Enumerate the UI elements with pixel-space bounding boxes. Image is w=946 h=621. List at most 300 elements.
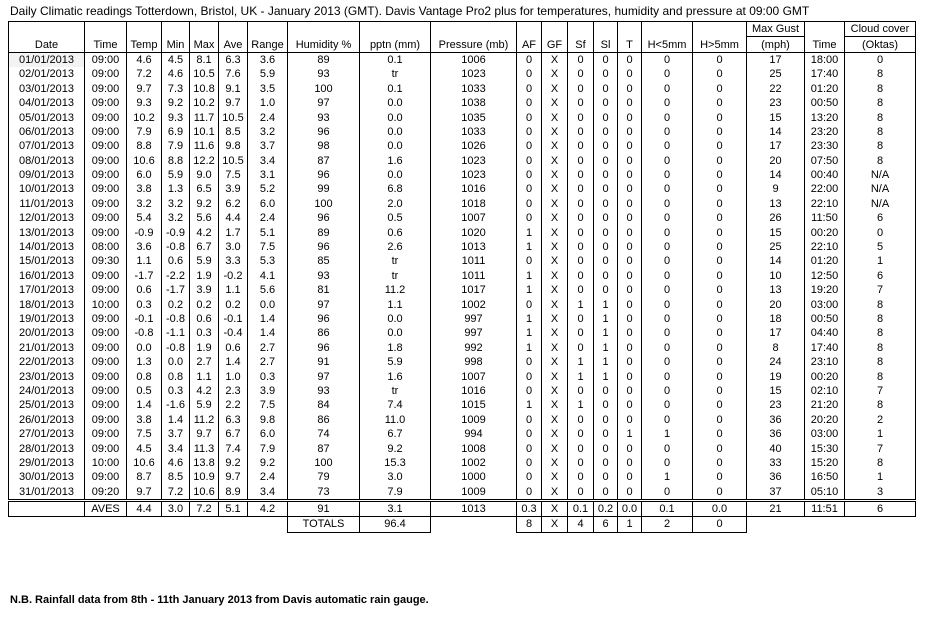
table-cell: 15/01/2013 bbox=[9, 254, 85, 268]
table-cell: 11:50 bbox=[805, 211, 845, 225]
table-cell: -2.2 bbox=[162, 269, 190, 283]
table-cell: 8 bbox=[845, 369, 916, 383]
table-cell: 8.9 bbox=[219, 485, 248, 501]
table-cell: 3.4 bbox=[248, 485, 288, 501]
table-cell: 1023 bbox=[431, 154, 517, 168]
table-cell: 0 bbox=[693, 384, 747, 398]
table-cell: 0 bbox=[642, 312, 693, 326]
table-cell: 994 bbox=[431, 427, 517, 441]
table-cell: 8 bbox=[845, 312, 916, 326]
table-cell: 36 bbox=[747, 470, 805, 484]
table-cell: 0.0 bbox=[360, 312, 431, 326]
table-cell: 18:00 bbox=[805, 52, 845, 67]
table-cell: 97 bbox=[288, 297, 360, 311]
table-cell: 5.4 bbox=[127, 211, 162, 225]
table-cell: 0.0 bbox=[248, 297, 288, 311]
table-cell: 9.2 bbox=[248, 456, 288, 470]
table-cell: 0 bbox=[642, 52, 693, 67]
table-cell: 0.5 bbox=[360, 211, 431, 225]
table-cell: 0 bbox=[693, 110, 747, 124]
table-cell: 0 bbox=[594, 485, 618, 501]
table-cell: 85 bbox=[288, 254, 360, 268]
table-row bbox=[9, 67, 916, 81]
table-cell: 01:20 bbox=[805, 254, 845, 268]
table-cell: 09:00 bbox=[85, 384, 127, 398]
table-cell: 8 bbox=[845, 82, 916, 96]
table-cell: -0.2 bbox=[219, 269, 248, 283]
table-cell: 998 bbox=[431, 355, 517, 369]
table-cell: -1.1 bbox=[162, 326, 190, 340]
table-cell: 96 bbox=[288, 240, 360, 254]
table-cell: 0 bbox=[618, 197, 642, 211]
table-cell: 8 bbox=[845, 110, 916, 124]
table-cell: 87 bbox=[288, 154, 360, 168]
table-row bbox=[9, 384, 916, 398]
table-cell: 1 bbox=[594, 341, 618, 355]
table-cell: 0.8 bbox=[162, 369, 190, 383]
table-cell: 0 bbox=[642, 197, 693, 211]
table-cell: 0 bbox=[568, 441, 594, 455]
table-cell: 30/01/2013 bbox=[9, 470, 85, 484]
table-cell: 16/01/2013 bbox=[9, 269, 85, 283]
table-cell: 1000 bbox=[431, 470, 517, 484]
table-cell: 96 bbox=[288, 211, 360, 225]
table-cell: 07/01/2013 bbox=[9, 139, 85, 153]
table-cell: 3.8 bbox=[127, 182, 162, 196]
table-cell: 1.3 bbox=[162, 182, 190, 196]
table-cell: 2.4 bbox=[248, 470, 288, 484]
table-cell: 0 bbox=[693, 125, 747, 139]
table-row bbox=[9, 139, 916, 153]
table-cell: 25 bbox=[747, 67, 805, 81]
table-cell: 7.9 bbox=[127, 125, 162, 139]
table-cell: 0 bbox=[693, 427, 747, 441]
table-cell: 01:20 bbox=[805, 82, 845, 96]
table-cell: 3.9 bbox=[248, 384, 288, 398]
table-cell: 15 bbox=[747, 110, 805, 124]
col-header-cloud-unit: (Oktas) bbox=[845, 37, 916, 52]
table-cell: 8 bbox=[845, 355, 916, 369]
table-cell: 1 bbox=[517, 312, 542, 326]
table-cell: 15 bbox=[747, 384, 805, 398]
table-cell: X bbox=[542, 283, 568, 297]
table-cell: X bbox=[542, 441, 568, 455]
table-cell: 16:50 bbox=[805, 470, 845, 484]
table-cell: 0 bbox=[594, 269, 618, 283]
table-cell: 0 bbox=[618, 456, 642, 470]
table-cell: 0 bbox=[618, 96, 642, 110]
col-header-gf: GF bbox=[542, 22, 568, 53]
table-cell: 9.2 bbox=[162, 96, 190, 110]
table-cell: 0 bbox=[594, 67, 618, 81]
table-cell: X bbox=[542, 110, 568, 124]
table-cell: 0 bbox=[693, 197, 747, 211]
table-cell: 0 bbox=[568, 52, 594, 67]
table-cell: 02/01/2013 bbox=[9, 67, 85, 81]
table-cell: 5.9 bbox=[360, 355, 431, 369]
table-cell: 0 bbox=[693, 182, 747, 196]
table-cell: 0 bbox=[517, 67, 542, 81]
table-cell: 0 bbox=[618, 283, 642, 297]
averages-label: AVES bbox=[85, 500, 127, 516]
table-cell: 0.3 bbox=[162, 384, 190, 398]
table-cell: 3.8 bbox=[127, 413, 162, 427]
table-cell: 0.3 bbox=[248, 369, 288, 383]
totals-gap bbox=[431, 517, 517, 532]
table-cell: 24/01/2013 bbox=[9, 384, 85, 398]
table-cell: X bbox=[542, 456, 568, 470]
table-cell: 03/01/2013 bbox=[9, 82, 85, 96]
table-cell: 1009 bbox=[431, 485, 517, 501]
table-cell: 5 bbox=[845, 240, 916, 254]
table-cell: 1.6 bbox=[360, 369, 431, 383]
table-cell: 17 bbox=[747, 52, 805, 67]
table-cell: 8 bbox=[845, 139, 916, 153]
table-cell: 1 bbox=[642, 427, 693, 441]
table-cell: 6.0 bbox=[248, 427, 288, 441]
table-cell: 33 bbox=[747, 456, 805, 470]
table-cell: 4.2 bbox=[190, 384, 219, 398]
table-cell: 10.1 bbox=[190, 125, 219, 139]
table-cell: 09:20 bbox=[85, 485, 127, 501]
table-cell: 0 bbox=[594, 254, 618, 268]
table-cell: 0 bbox=[693, 254, 747, 268]
table-cell: X bbox=[542, 369, 568, 383]
table-cell: 09:00 bbox=[85, 82, 127, 96]
table-cell: 0 bbox=[642, 297, 693, 311]
table-cell: 0 bbox=[568, 341, 594, 355]
table-cell: 1 bbox=[517, 326, 542, 340]
table-cell: 1 bbox=[517, 283, 542, 297]
table-cell: 14 bbox=[747, 254, 805, 268]
table-cell: 997 bbox=[431, 312, 517, 326]
table-cell: 997 bbox=[431, 326, 517, 340]
table-cell: 0 bbox=[517, 168, 542, 182]
table-row bbox=[9, 125, 916, 139]
table-cell: 10 bbox=[747, 269, 805, 283]
table-cell: 0 bbox=[594, 125, 618, 139]
table-cell: 0 bbox=[642, 211, 693, 225]
table-cell: X bbox=[542, 254, 568, 268]
table-cell: 03:00 bbox=[805, 297, 845, 311]
table-cell: 0.1 bbox=[360, 52, 431, 67]
table-cell: 0 bbox=[618, 125, 642, 139]
table-cell: -1.7 bbox=[127, 269, 162, 283]
table-cell: 37 bbox=[747, 485, 805, 501]
table-cell: -0.9 bbox=[162, 225, 190, 239]
table-cell: 0.3 bbox=[190, 326, 219, 340]
table-cell: 11.2 bbox=[190, 413, 219, 427]
average-hlt5: 0.1 bbox=[642, 500, 693, 516]
table-cell: 1.3 bbox=[127, 355, 162, 369]
table-cell: 23:20 bbox=[805, 125, 845, 139]
table-cell: 0 bbox=[693, 398, 747, 412]
table-cell: 3.2 bbox=[162, 197, 190, 211]
table-cell: 1 bbox=[517, 269, 542, 283]
table-cell: 40 bbox=[747, 441, 805, 455]
table-cell: 0 bbox=[594, 139, 618, 153]
table-cell: 13 bbox=[747, 197, 805, 211]
table-cell: 0 bbox=[642, 96, 693, 110]
table-cell: 0 bbox=[642, 67, 693, 81]
table-cell: 4.4 bbox=[219, 211, 248, 225]
table-cell: 0 bbox=[568, 269, 594, 283]
table-cell: 96 bbox=[288, 312, 360, 326]
table-cell: 0 bbox=[693, 297, 747, 311]
average-gf: X bbox=[542, 500, 568, 516]
table-cell: 8.8 bbox=[162, 154, 190, 168]
table-cell: 0 bbox=[618, 154, 642, 168]
col-header-sl: Sl bbox=[594, 22, 618, 53]
table-cell: 25/01/2013 bbox=[9, 398, 85, 412]
table-cell: 1 bbox=[568, 369, 594, 383]
table-cell: 3.1 bbox=[248, 168, 288, 182]
table-cell: 0 bbox=[642, 341, 693, 355]
table-cell: 12.2 bbox=[190, 154, 219, 168]
table-cell: 0 bbox=[642, 413, 693, 427]
table-cell: 0 bbox=[642, 168, 693, 182]
table-cell: 22:10 bbox=[805, 197, 845, 211]
table-cell: 9 bbox=[747, 182, 805, 196]
table-cell: 84 bbox=[288, 398, 360, 412]
average-af: 0.3 bbox=[517, 500, 542, 516]
table-cell: 3.3 bbox=[219, 254, 248, 268]
table-cell: 11.7 bbox=[190, 110, 219, 124]
table-cell: 1 bbox=[517, 341, 542, 355]
col-header-pressure: Pressure (mb) bbox=[431, 22, 517, 53]
table-cell: 1 bbox=[517, 225, 542, 239]
table-row bbox=[9, 398, 916, 412]
table-row bbox=[9, 154, 916, 168]
table-cell: 09:00 bbox=[85, 355, 127, 369]
table-cell: 10.6 bbox=[127, 456, 162, 470]
table-cell: 8 bbox=[845, 456, 916, 470]
table-cell: 0 bbox=[693, 67, 747, 81]
table-cell: 8 bbox=[845, 398, 916, 412]
average-hgt5: 0.0 bbox=[693, 500, 747, 516]
table-cell: 0 bbox=[618, 139, 642, 153]
table-cell: 2.7 bbox=[248, 355, 288, 369]
table-cell: -1.7 bbox=[162, 283, 190, 297]
col-header-min: Min bbox=[162, 22, 190, 53]
table-cell: 1.4 bbox=[219, 355, 248, 369]
table-cell: 0 bbox=[568, 283, 594, 297]
table-cell: 10:00 bbox=[85, 456, 127, 470]
averages-date-cell bbox=[9, 500, 85, 516]
table-row bbox=[9, 211, 916, 225]
table-cell: 0 bbox=[517, 485, 542, 501]
table-cell: 0.1 bbox=[360, 82, 431, 96]
table-cell: 3.7 bbox=[248, 139, 288, 153]
table-cell: 9.1 bbox=[219, 82, 248, 96]
col-header-hgt5: H>5mm bbox=[693, 22, 747, 53]
table-cell: X bbox=[542, 326, 568, 340]
table-cell: 23 bbox=[747, 96, 805, 110]
table-cell: 7.2 bbox=[162, 485, 190, 501]
table-cell: 0.0 bbox=[127, 341, 162, 355]
table-cell: 0 bbox=[517, 355, 542, 369]
table-cell: 5.1 bbox=[248, 225, 288, 239]
table-cell: 0 bbox=[845, 225, 916, 239]
table-row bbox=[9, 326, 916, 340]
table-cell: 0 bbox=[568, 211, 594, 225]
table-cell: 3.2 bbox=[162, 211, 190, 225]
table-cell: 0 bbox=[693, 470, 747, 484]
table-cell: 93 bbox=[288, 384, 360, 398]
table-cell: 04:40 bbox=[805, 326, 845, 340]
table-cell: 14 bbox=[747, 168, 805, 182]
table-cell: 18 bbox=[747, 312, 805, 326]
table-cell: 1 bbox=[618, 427, 642, 441]
table-row bbox=[9, 182, 916, 196]
table-cell: 1 bbox=[594, 326, 618, 340]
table-cell: 8.5 bbox=[162, 470, 190, 484]
table-cell: 9.7 bbox=[190, 427, 219, 441]
table-cell: 7 bbox=[845, 384, 916, 398]
totals-spacer bbox=[9, 517, 288, 532]
table-cell: 19:20 bbox=[805, 283, 845, 297]
table-cell: 1002 bbox=[431, 456, 517, 470]
table-cell: 1.4 bbox=[127, 398, 162, 412]
table-cell: 2.3 bbox=[219, 384, 248, 398]
table-cell: 9.8 bbox=[248, 413, 288, 427]
table-cell: X bbox=[542, 139, 568, 153]
table-cell: 0 bbox=[693, 225, 747, 239]
table-cell: X bbox=[542, 312, 568, 326]
table-cell: -1.6 bbox=[162, 398, 190, 412]
table-cell: 0 bbox=[517, 427, 542, 441]
table-cell: 0 bbox=[642, 154, 693, 168]
table-cell: 0 bbox=[517, 82, 542, 96]
table-cell: 1 bbox=[517, 240, 542, 254]
table-row bbox=[9, 254, 916, 268]
table-cell: 0 bbox=[618, 52, 642, 67]
table-cell: 12:50 bbox=[805, 269, 845, 283]
table-cell: 22/01/2013 bbox=[9, 355, 85, 369]
table-cell: 09:00 bbox=[85, 96, 127, 110]
table-cell: 93 bbox=[288, 269, 360, 283]
table-cell: 09:00 bbox=[85, 369, 127, 383]
page-title: Daily Climatic readings Totterdown, Bristol, UK - January 2013 (GMT). Davis Vantage Pro2 plus for temperatures, humidity and pressure at 09:00 GMT bbox=[10, 4, 810, 18]
table-cell: 1023 bbox=[431, 67, 517, 81]
table-cell: X bbox=[542, 384, 568, 398]
table-cell: 5.6 bbox=[248, 283, 288, 297]
table-cell: N/A bbox=[845, 168, 916, 182]
table-cell: 0 bbox=[517, 125, 542, 139]
table-cell: 0 bbox=[618, 413, 642, 427]
table-cell: 1033 bbox=[431, 125, 517, 139]
table-cell: 0 bbox=[568, 485, 594, 501]
table-cell: 0.0 bbox=[360, 139, 431, 153]
table-cell: 96 bbox=[288, 168, 360, 182]
table-cell: 9.2 bbox=[360, 441, 431, 455]
table-cell: 0 bbox=[568, 154, 594, 168]
table-cell: 26/01/2013 bbox=[9, 413, 85, 427]
table-cell: 0 bbox=[517, 96, 542, 110]
table-cell: 3.5 bbox=[248, 82, 288, 96]
table-cell: 09:00 bbox=[85, 225, 127, 239]
table-cell: 24 bbox=[747, 355, 805, 369]
table-cell: 09:00 bbox=[85, 398, 127, 412]
table-cell: 0 bbox=[594, 441, 618, 455]
table-cell: 5.6 bbox=[190, 211, 219, 225]
table-cell: 3.9 bbox=[190, 283, 219, 297]
table-cell: 0 bbox=[568, 384, 594, 398]
table-cell: 09:00 bbox=[85, 283, 127, 297]
table-cell: 2.7 bbox=[248, 341, 288, 355]
table-cell: N/A bbox=[845, 182, 916, 196]
table-cell: 0 bbox=[517, 441, 542, 455]
table-cell: 1008 bbox=[431, 441, 517, 455]
table-cell: 0 bbox=[693, 269, 747, 283]
table-row bbox=[9, 355, 916, 369]
average-sf: 0.1 bbox=[568, 500, 594, 516]
table-cell: 6.3 bbox=[219, 52, 248, 67]
table-cell: 0 bbox=[568, 427, 594, 441]
table-cell: -0.1 bbox=[219, 312, 248, 326]
table-cell: 0 bbox=[618, 312, 642, 326]
table-cell: 7.4 bbox=[360, 398, 431, 412]
table-cell: 0 bbox=[693, 211, 747, 225]
table-cell: 0 bbox=[618, 326, 642, 340]
table-cell: 1 bbox=[845, 470, 916, 484]
table-cell: 1.0 bbox=[219, 369, 248, 383]
table-cell: 00:40 bbox=[805, 168, 845, 182]
table-cell: 18/01/2013 bbox=[9, 297, 85, 311]
table-cell: 9.3 bbox=[162, 110, 190, 124]
table-cell: 0 bbox=[568, 326, 594, 340]
table-cell: 7.2 bbox=[127, 67, 162, 81]
table-cell: 1016 bbox=[431, 384, 517, 398]
table-cell: 25 bbox=[747, 240, 805, 254]
table-cell: 0 bbox=[642, 110, 693, 124]
table-cell: 3.6 bbox=[248, 52, 288, 67]
table-cell: 7.5 bbox=[248, 240, 288, 254]
table-cell: 10.5 bbox=[219, 110, 248, 124]
table-cell: 0 bbox=[594, 168, 618, 182]
table-cell: 4.2 bbox=[190, 225, 219, 239]
table-cell: 0 bbox=[568, 456, 594, 470]
table-body bbox=[9, 52, 916, 500]
table-cell: 0 bbox=[568, 254, 594, 268]
table-cell: 0 bbox=[517, 369, 542, 383]
table-cell: 96 bbox=[288, 125, 360, 139]
table-cell: 11.6 bbox=[190, 139, 219, 153]
table-cell: X bbox=[542, 52, 568, 67]
table-cell: 0 bbox=[618, 240, 642, 254]
table-cell: X bbox=[542, 485, 568, 501]
table-row bbox=[9, 470, 916, 484]
table-cell: 13 bbox=[747, 283, 805, 297]
average-temp: 4.4 bbox=[127, 500, 162, 516]
table-cell: 20:20 bbox=[805, 413, 845, 427]
table-cell: 1 bbox=[642, 470, 693, 484]
table-cell: 1.4 bbox=[248, 326, 288, 340]
table-cell: 1.6 bbox=[360, 154, 431, 168]
table-cell: 3.4 bbox=[162, 441, 190, 455]
table-cell: 6.2 bbox=[219, 197, 248, 211]
table-cell: 100 bbox=[288, 82, 360, 96]
col-header-cloud: Cloud cover bbox=[845, 22, 916, 37]
table-cell: 6.7 bbox=[219, 427, 248, 441]
table-cell: 97 bbox=[288, 369, 360, 383]
table-cell: 3.2 bbox=[127, 197, 162, 211]
table-cell: 0.2 bbox=[219, 297, 248, 311]
table-row bbox=[9, 225, 916, 239]
table-cell: 1 bbox=[517, 398, 542, 412]
table-cell: 1 bbox=[594, 355, 618, 369]
table-cell: 9.7 bbox=[219, 96, 248, 110]
